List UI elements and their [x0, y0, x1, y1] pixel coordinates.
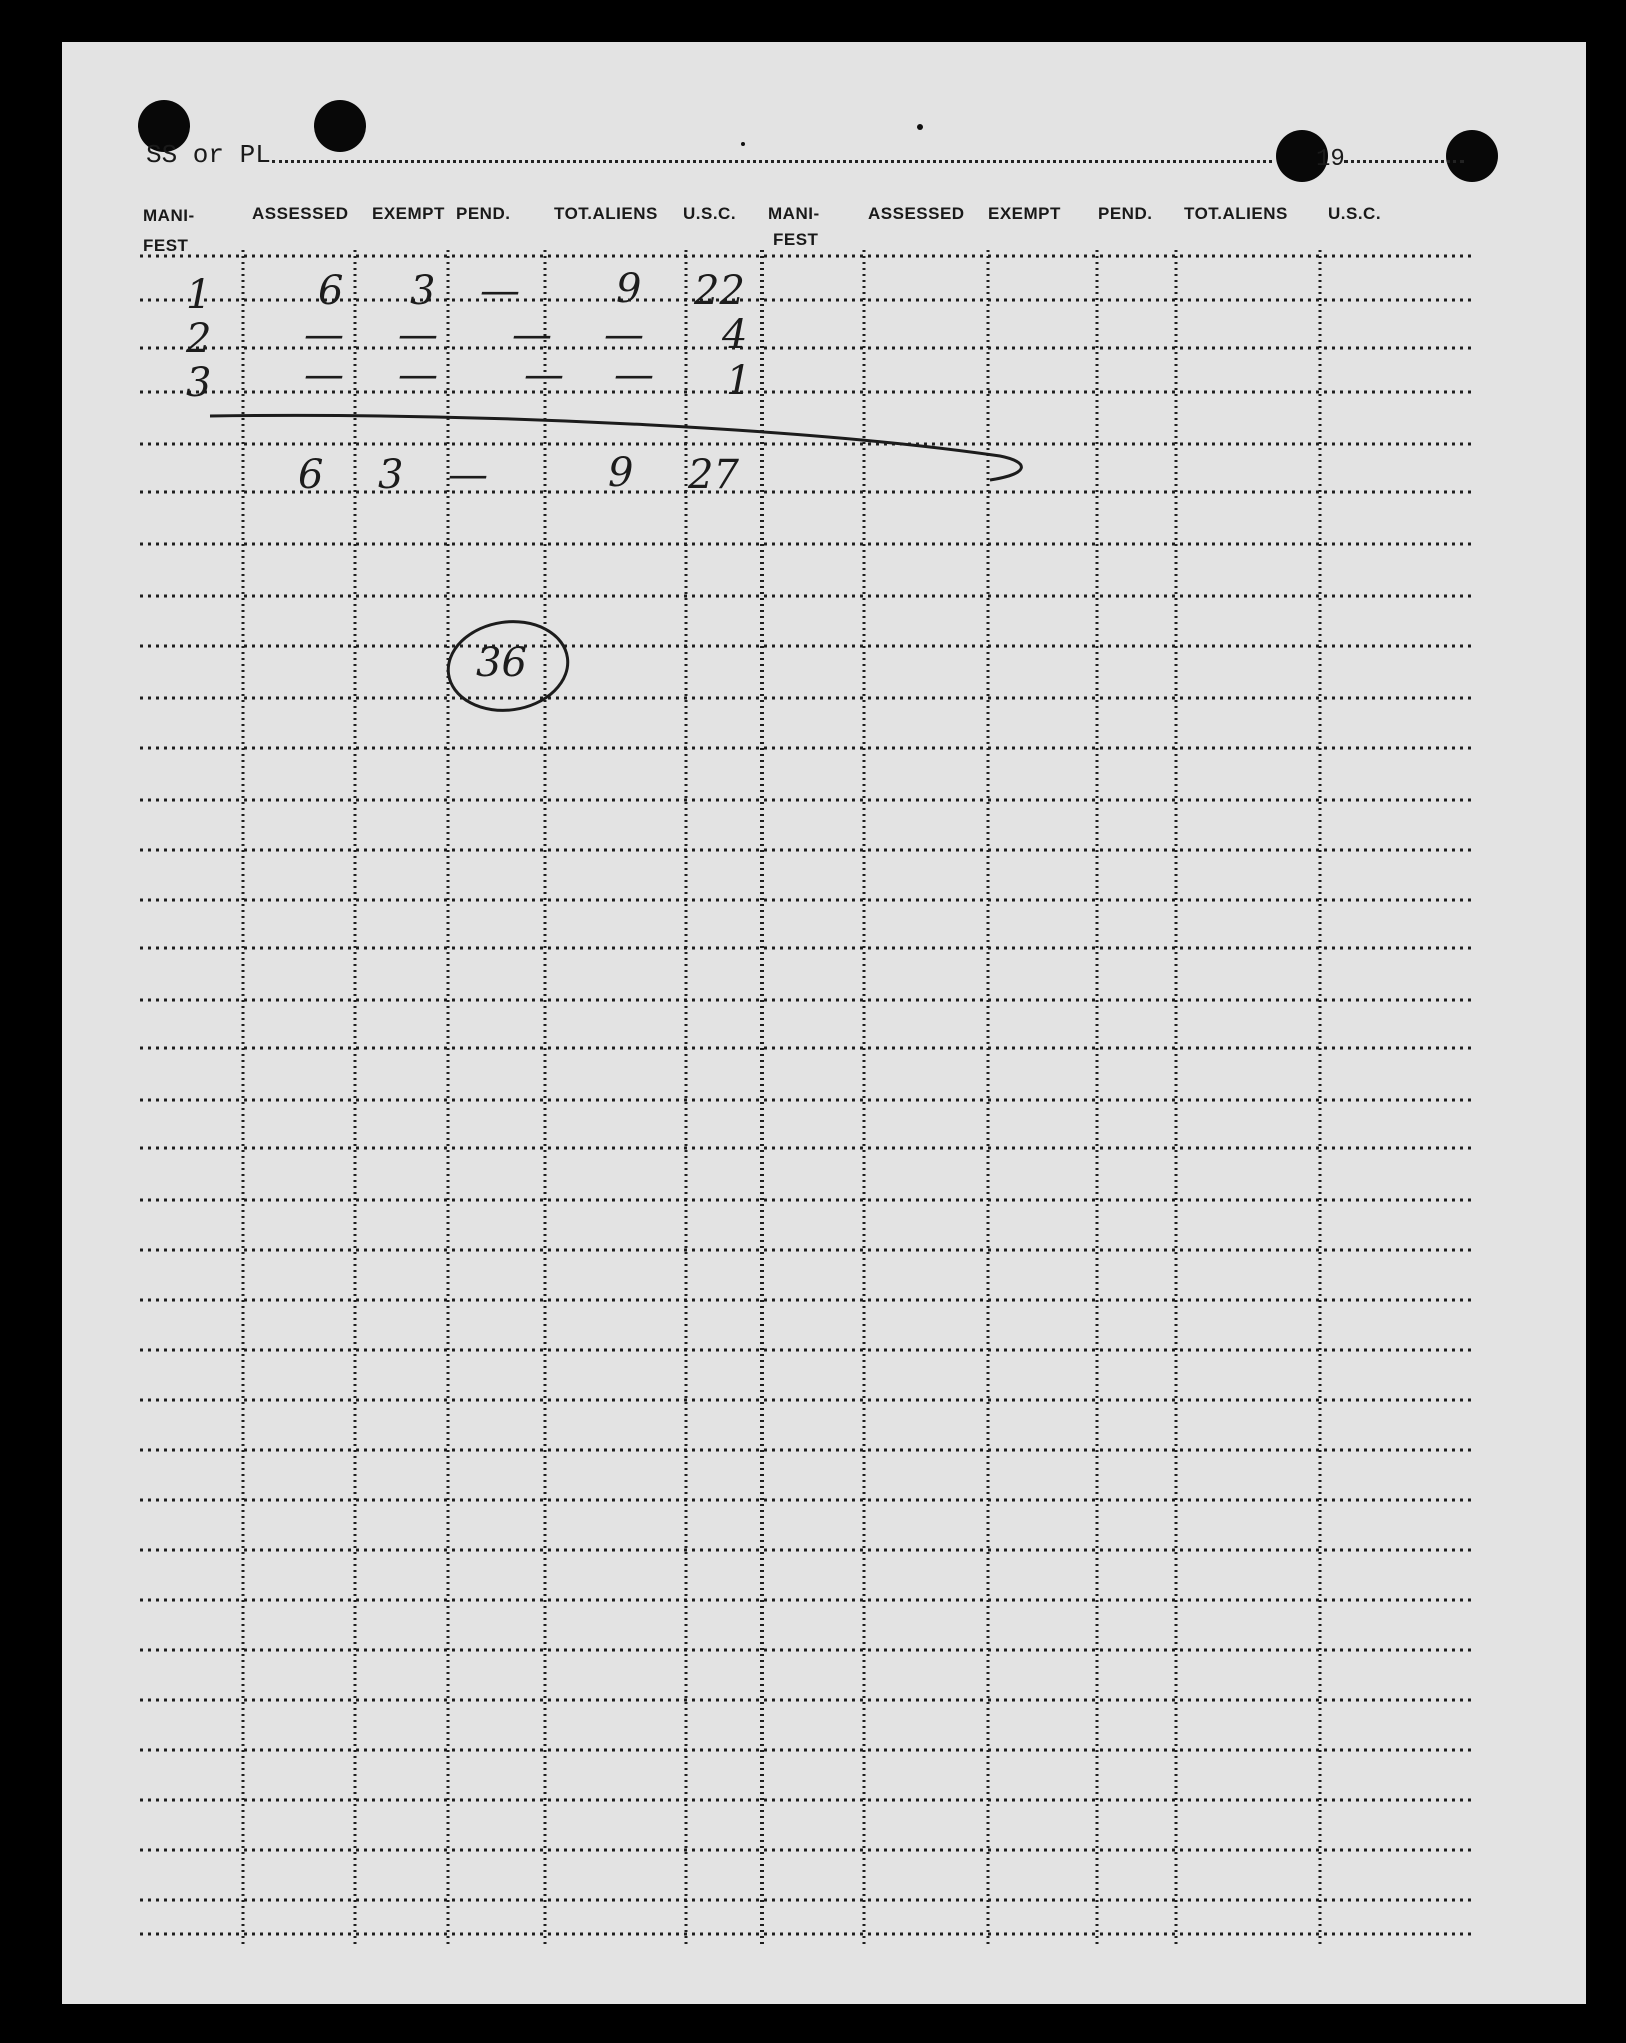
- header-manifest-left: MANI-: [143, 206, 195, 225]
- circled-grand-total: 36: [476, 640, 527, 686]
- header-pend-right: PEND.: [1098, 204, 1153, 223]
- header-manifest-right: MANI-: [768, 204, 820, 223]
- row-3-tot-aliens: —: [614, 352, 654, 398]
- header-tot-aliens-right: TOT.ALIENS: [1184, 204, 1288, 223]
- row-1-pend: —: [480, 268, 520, 314]
- header-usc-left: U.S.C.: [683, 204, 737, 223]
- header-exempt-left: EXEMPT: [372, 204, 445, 223]
- ss-or-pl-label: SS or PL: [146, 140, 271, 170]
- row-1-assessed: 6: [318, 268, 344, 314]
- header-exempt-right: EXEMPT: [988, 204, 1061, 223]
- row-2-pend: —: [512, 312, 552, 358]
- total-pend: —: [448, 452, 488, 498]
- total-underline-stroke: [210, 415, 1021, 480]
- row-2-tot-aliens: —: [604, 312, 644, 358]
- header-manifest-right-2: FEST: [773, 230, 819, 249]
- header-assessed-left: ASSESSED: [252, 204, 349, 223]
- row-2-manifest: 2: [186, 316, 212, 362]
- total-assessed: 6: [298, 452, 324, 498]
- row-1-usc: 22: [694, 268, 745, 314]
- header-manifest-left-2: FEST: [143, 236, 189, 255]
- header-tot-aliens-left: TOT.ALIENS: [554, 204, 658, 223]
- row-1-manifest: 1: [186, 272, 212, 318]
- header-usc-right: U.S.C.: [1328, 204, 1382, 223]
- header-pend-left: PEND.: [456, 204, 511, 223]
- total-exempt: 3: [378, 452, 404, 498]
- row-2-exempt: —: [398, 312, 438, 358]
- row-2-assessed: —: [304, 312, 344, 358]
- total-tot-aliens: 9: [608, 450, 634, 496]
- row-3-exempt: —: [398, 352, 438, 398]
- row-1-exempt: 3: [410, 268, 436, 314]
- total-circle: [442, 614, 573, 718]
- row-2-usc: 4: [722, 312, 748, 358]
- row-1-tot-aliens: 9: [616, 266, 642, 312]
- row-3-assessed: —: [304, 352, 344, 398]
- year-label: 19: [1316, 146, 1345, 173]
- row-3-usc: 1: [726, 358, 752, 404]
- header-assessed-right: ASSESSED: [868, 204, 965, 223]
- row-3-pend: —: [524, 352, 564, 398]
- total-usc: 27: [688, 452, 739, 498]
- row-3-manifest: 3: [186, 360, 212, 406]
